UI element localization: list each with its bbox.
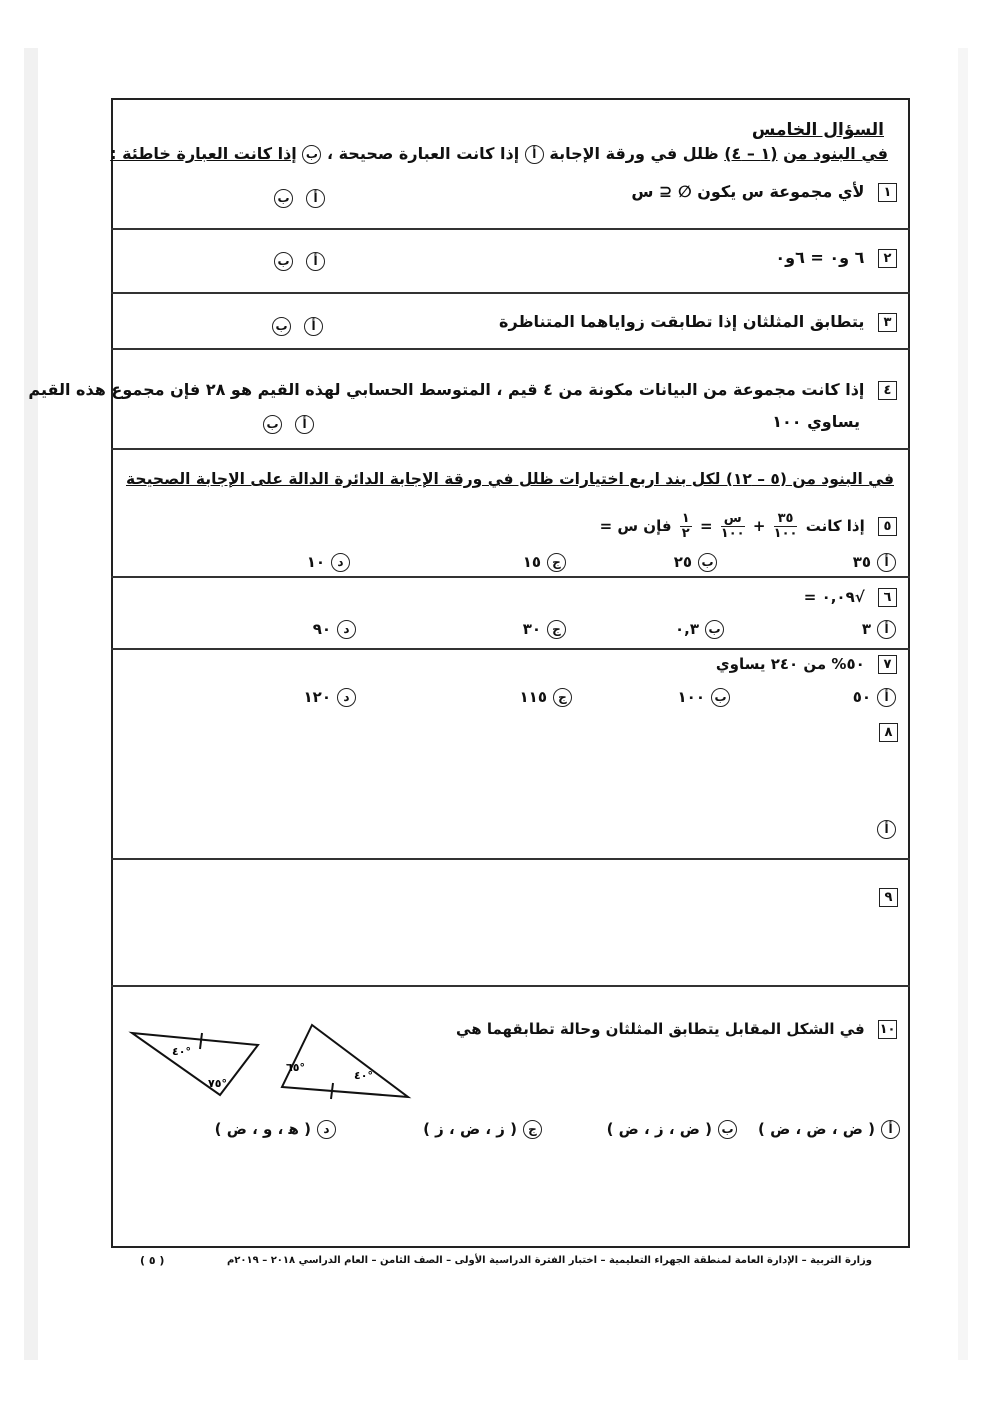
option-letter-icon: ب: [718, 1120, 737, 1139]
angle-label: ٦٥°: [286, 1061, 305, 1074]
mc-item-9: [871, 888, 898, 907]
option-letter-icon: ب: [705, 620, 724, 639]
q6-option-d[interactable]: د٩٠: [313, 620, 356, 639]
page-edge-left: [24, 48, 38, 1360]
item-text: √٠,٠٩ =: [803, 588, 865, 606]
q5-option-d[interactable]: د١٠: [307, 553, 350, 572]
q5-option-b[interactable]: ب٢٥: [674, 553, 717, 572]
instruction-multiple-choice: في البنود من (٥ – ١٢) لكل بند اربع اختيارات ظلل في ورقة الإجابة الدائرة الدالة على الإجابة الصحيحة: [126, 470, 894, 488]
q7-option-c[interactable]: ج١١٥: [520, 688, 572, 707]
tf-item-4: [28, 380, 897, 400]
mc-item-6: [804, 588, 897, 607]
item-text: ٦ و٠ = ٦و٠: [775, 248, 865, 267]
item-text: في الشكل المقابل يتطابق المثلثان وحالة تطابقهما هي: [456, 1020, 865, 1038]
q8-option-a[interactable]: [871, 820, 896, 839]
fraction-2: $\frac{\text{س}}{١٠٠}$: [720, 511, 745, 541]
instr-false: إذا كانت العبارة خاطئة :: [110, 144, 297, 163]
instr-range: (١ – ٤): [724, 144, 778, 163]
item-number: ١: [878, 183, 897, 202]
item-number: ٤: [878, 381, 897, 400]
angle-label: ٤٠°: [354, 1069, 373, 1082]
fraction-3: $\frac{١}{٢}$: [681, 511, 690, 541]
page-edge-right: [958, 48, 968, 1360]
instruction-true-false: [110, 144, 888, 164]
q6-option-b[interactable]: ب٠,٣: [675, 620, 724, 639]
mc-item-5: [600, 512, 897, 541]
footer-text: وزارة التربية – الإدارة العامة لمنطقة الجهراء التعليمية – اختبار الفترة الدراسية الأولى – الصف الثامن – العام الدراسي ٢٠١٨ – ٢٠١٩م: [226, 1255, 872, 1266]
angle-label: ٧٥°: [208, 1077, 227, 1090]
item-text: ٥٠% من ٢٤٠ يساوي: [715, 655, 865, 673]
tf-item-4-line2: يساوي ١٠٠: [772, 412, 860, 431]
option-letter-icon: د: [337, 688, 356, 707]
option-letter-icon: د: [337, 620, 356, 639]
instr-lead: في البنود من: [783, 144, 888, 163]
q7-option-d[interactable]: د١٢٠: [304, 688, 356, 707]
divider: [111, 648, 910, 650]
fraction-1: $\frac{٣٥}{١٠٠}$: [773, 511, 798, 541]
divider: [111, 448, 910, 450]
q5-option-c[interactable]: ج١٥: [523, 553, 566, 572]
item-number: ٢: [878, 249, 897, 268]
mc-item-10: [456, 1020, 897, 1039]
option-letter-icon: د: [317, 1120, 336, 1139]
option-letter-icon: أ: [881, 1120, 900, 1139]
option-letter-icon: ب: [698, 553, 717, 572]
item-number: ١٠: [879, 1022, 896, 1037]
option-letter-icon: ج: [523, 1120, 542, 1139]
divider: [111, 228, 910, 230]
equals-sign: =: [699, 517, 713, 535]
item-number: ٥: [878, 517, 897, 536]
item-text: إذا كانت مجموعة من البيانات مكونة من ٤ قيم ، المتوسط الحسابي لهذه القيم هو ٢٨ فإن مجموع هذه القيم: [28, 380, 865, 399]
triangle-1: [132, 1033, 258, 1095]
option-letter-icon: أ: [877, 688, 896, 707]
option-letter-icon: أ: [877, 553, 896, 572]
choice-b-icon[interactable]: ب: [263, 415, 282, 434]
divider: [111, 348, 910, 350]
q10-option-d[interactable]: د( ﻫ ، و ، ض ): [215, 1120, 336, 1139]
item-text: لأي مجموعة س يكون ∅ ⊆ س: [631, 182, 865, 201]
tf-item-2-choices: [274, 251, 325, 271]
tf-item-1: [631, 182, 897, 202]
item-number: ٧: [878, 655, 897, 674]
option-a-icon: أ: [525, 145, 544, 164]
option-b-icon: ب: [302, 145, 321, 164]
item-number: ٨: [879, 723, 898, 742]
q7-option-b[interactable]: ب١٠٠: [678, 688, 730, 707]
q10-option-a[interactable]: أ( ض ، ض ، ض ): [758, 1120, 900, 1139]
tf-item-2: [775, 248, 897, 268]
q5-option-a[interactable]: أ٣٥: [853, 553, 896, 572]
mc-item-7: [716, 655, 897, 674]
question-title: السؤال الخامس: [751, 120, 884, 140]
option-letter-icon: ج: [547, 620, 566, 639]
choice-a-icon[interactable]: أ: [304, 317, 323, 336]
option-letter-icon: ب: [711, 688, 730, 707]
option-letter-icon: ج: [547, 553, 566, 572]
mc-item-8: [871, 723, 898, 742]
item-number: ٦: [878, 588, 897, 607]
angle-label: ٤٠°: [172, 1045, 191, 1058]
item-lead: إذا كانت: [805, 517, 865, 535]
choice-b-icon[interactable]: ب: [272, 317, 291, 336]
triangles-figure: [120, 1015, 420, 1105]
q10-option-c[interactable]: ج( ز ، ض ، ز ): [423, 1120, 542, 1139]
tf-item-4-choices: [263, 414, 314, 434]
plus-sign: +: [752, 517, 766, 535]
item-tail: فإن س =: [599, 517, 672, 535]
divider: [111, 292, 910, 294]
instr-mid: ظلل في ورقة الإجابة: [549, 144, 719, 163]
item-number: ٣: [878, 313, 897, 332]
choice-b-icon[interactable]: ب: [274, 189, 293, 208]
option-letter-icon: أ: [877, 620, 896, 639]
divider: [111, 576, 910, 578]
choice-b-icon[interactable]: ب: [274, 252, 293, 271]
page-number: ( ٥ ): [140, 1254, 165, 1267]
q6-option-c[interactable]: ج٣٠: [523, 620, 566, 639]
divider: [111, 985, 910, 987]
triangle-2: [282, 1025, 408, 1099]
tf-item-3-choices: [272, 316, 323, 336]
divider: [111, 858, 910, 860]
tf-item-3: [499, 312, 897, 332]
option-letter-icon: ج: [553, 688, 572, 707]
q10-option-b[interactable]: ب( ض ، ز ، ض ): [607, 1120, 737, 1139]
tf-item-1-choices: [274, 188, 325, 208]
instr-true: إذا كانت العبارة صحيحة ،: [326, 144, 520, 163]
item-text: يتطابق المثلثان إذا تطابقت زواياهما المتناظرة: [499, 312, 865, 331]
choice-a-icon[interactable]: أ: [306, 252, 325, 271]
option-letter-icon: أ: [877, 820, 896, 839]
option-letter-icon: د: [331, 553, 350, 572]
item-number: ٩: [879, 888, 898, 907]
choice-a-icon[interactable]: أ: [306, 189, 325, 208]
q7-option-a[interactable]: أ٥٠: [853, 688, 896, 707]
choice-a-icon[interactable]: أ: [295, 415, 314, 434]
q6-option-a[interactable]: أ٣: [862, 620, 896, 639]
